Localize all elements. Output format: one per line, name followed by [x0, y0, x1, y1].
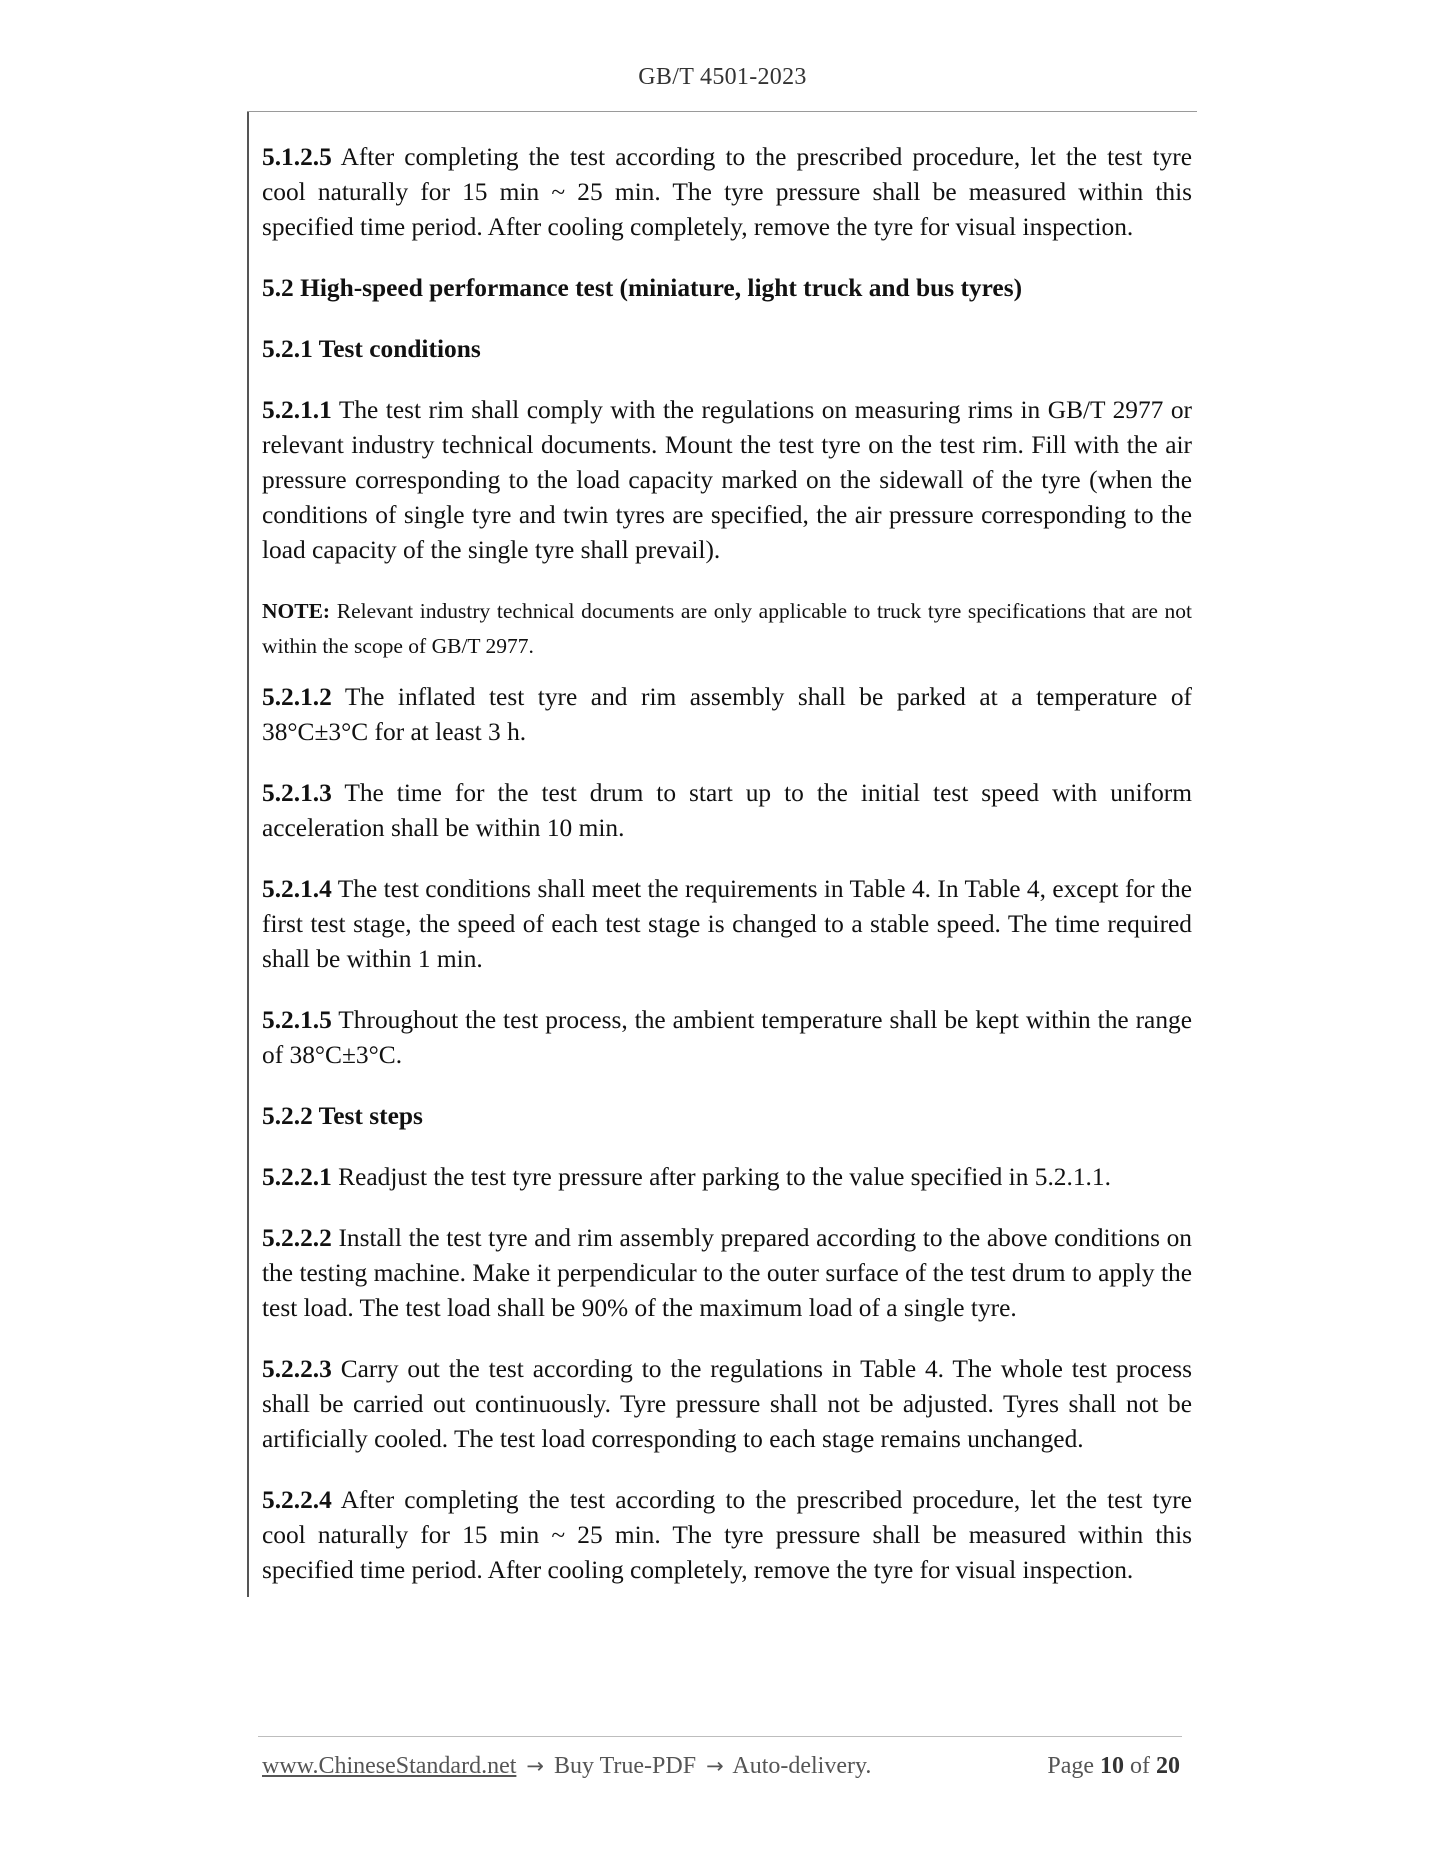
buy-pdf-text: Buy True-PDF [554, 1753, 697, 1779]
page-of-label: of [1130, 1753, 1150, 1779]
clause-5-2-2-1 [262, 1160, 1192, 1195]
clause-number: 5.1.2.5 [262, 143, 332, 171]
footer-divider [258, 1736, 1182, 1737]
clause-text: After completing the test according to the prescribed procedure, let the test tyre cool naturally for 15 min ~ 25 min. The tyre pressure shall be measured within this specified time period. After cooling completely, remove the tyre for visual inspection. [262, 143, 1192, 241]
website-link[interactable]: www.ChineseStandard.net [262, 1753, 517, 1779]
page-header-title: GB/T 4501-2023 [638, 64, 807, 90]
note-text: Relevant industry technical documents are only applicable to truck tyre specifications that are not within the scope of GB/T 2977. [262, 599, 1192, 658]
clause-5-2-2-2 [262, 1221, 1192, 1326]
clause-number: 5.2.2.4 [262, 1486, 332, 1514]
page-current: 10 [1100, 1753, 1124, 1779]
page-footer [262, 1753, 1182, 1789]
page-label: Page [1047, 1753, 1094, 1779]
page-total: 20 [1156, 1753, 1180, 1779]
clause-text: The time for the test drum to start up to the initial test speed with uniform acceleration shall be within 10 min. [262, 779, 1192, 842]
note-label: NOTE: [262, 599, 331, 623]
change-bar [247, 112, 249, 1597]
clause-5-1-2-5 [262, 140, 1192, 245]
clause-text: Readjust the test tyre pressure after parking to the value specified in 5.2.1.1. [331, 1163, 1111, 1191]
footer-promo [262, 1753, 871, 1780]
clause-text: Carry out the test according to the regulations in Table 4. The whole test process shall be carried out continuously. Tyre pressure shall not be adjusted. Tyres shall not be artificially cooled. The test load corresponding to each stage remains unchanged. [262, 1355, 1192, 1453]
clause-number: 5.2.2.1 [262, 1163, 332, 1191]
clause-number: 5.2.1.5 [262, 1006, 332, 1034]
clause-number: 5.2.1.2 [262, 683, 332, 711]
clause-5-2-2-4 [262, 1483, 1192, 1588]
section-heading-5-2-1: 5.2.1 Test conditions [262, 335, 481, 363]
section-heading-5-2-2: 5.2.2 Test steps [262, 1102, 423, 1130]
clause-text: The inflated test tyre and rim assembly shall be parked at a temperature of 38°C±3°C for at least 3 h. [262, 683, 1192, 746]
auto-delivery-text: Auto-delivery. [732, 1753, 872, 1779]
clause-text: Throughout the test process, the ambient temperature shall be kept within the range of 38°C±3°C. [262, 1006, 1192, 1069]
clause-text: The test conditions shall meet the requirements in Table 4. In Table 4, except for the first test stage, the speed of each test stage is changed to a stable speed. The time required shall be within 1 min. [262, 875, 1192, 973]
note [262, 594, 1192, 664]
clause-text: After completing the test according to the prescribed procedure, let the test tyre cool naturally for 15 min ~ 25 min. The tyre pressure shall be measured within this specified time period. After cooling completely, remove the tyre for visual inspection. [262, 1486, 1192, 1584]
section-heading-5-2: 5.2 High-speed performance test (miniature, light truck and bus tyres) [262, 274, 1023, 302]
clause-number: 5.2.2.3 [262, 1355, 332, 1383]
clause-5-2-1-4 [262, 872, 1192, 977]
clause-5-2-1-3 [262, 776, 1192, 846]
right-arrow-icon: → [526, 1754, 544, 1778]
clause-number: 5.2.1.3 [262, 779, 332, 807]
clause-number: 5.2.1.4 [262, 875, 332, 903]
right-arrow-icon: → [706, 1754, 724, 1778]
header-divider [247, 111, 1197, 112]
clause-5-2-1-2 [262, 680, 1192, 750]
clause-5-2-2-3 [262, 1352, 1192, 1457]
page-number [1047, 1753, 1180, 1780]
clause-number: 5.2.2.2 [262, 1224, 332, 1252]
clause-5-2-1-1 [262, 393, 1192, 568]
clause-5-2-1-5 [262, 1003, 1192, 1073]
clause-text: Install the test tyre and rim assembly prepared according to the above conditions on the testing machine. Make it perpendicular to the outer surface of the test drum to apply the test load. The test load shall be 90% of the maximum load of a single tyre. [262, 1224, 1192, 1322]
document-body [262, 140, 1192, 1614]
clause-text: The test rim shall comply with the regulations on measuring rims in GB/T 2977 or relevant industry technical documents. Mount the test tyre on the test rim. Fill with the air pressure corresponding to the load capacity marked on the sidewall of the tyre (when the conditions of single tyre and twin tyres are specified, the air pressure corresponding to the load capacity of the single tyre shall prevail). [262, 396, 1192, 564]
clause-number: 5.2.1.1 [262, 396, 332, 424]
